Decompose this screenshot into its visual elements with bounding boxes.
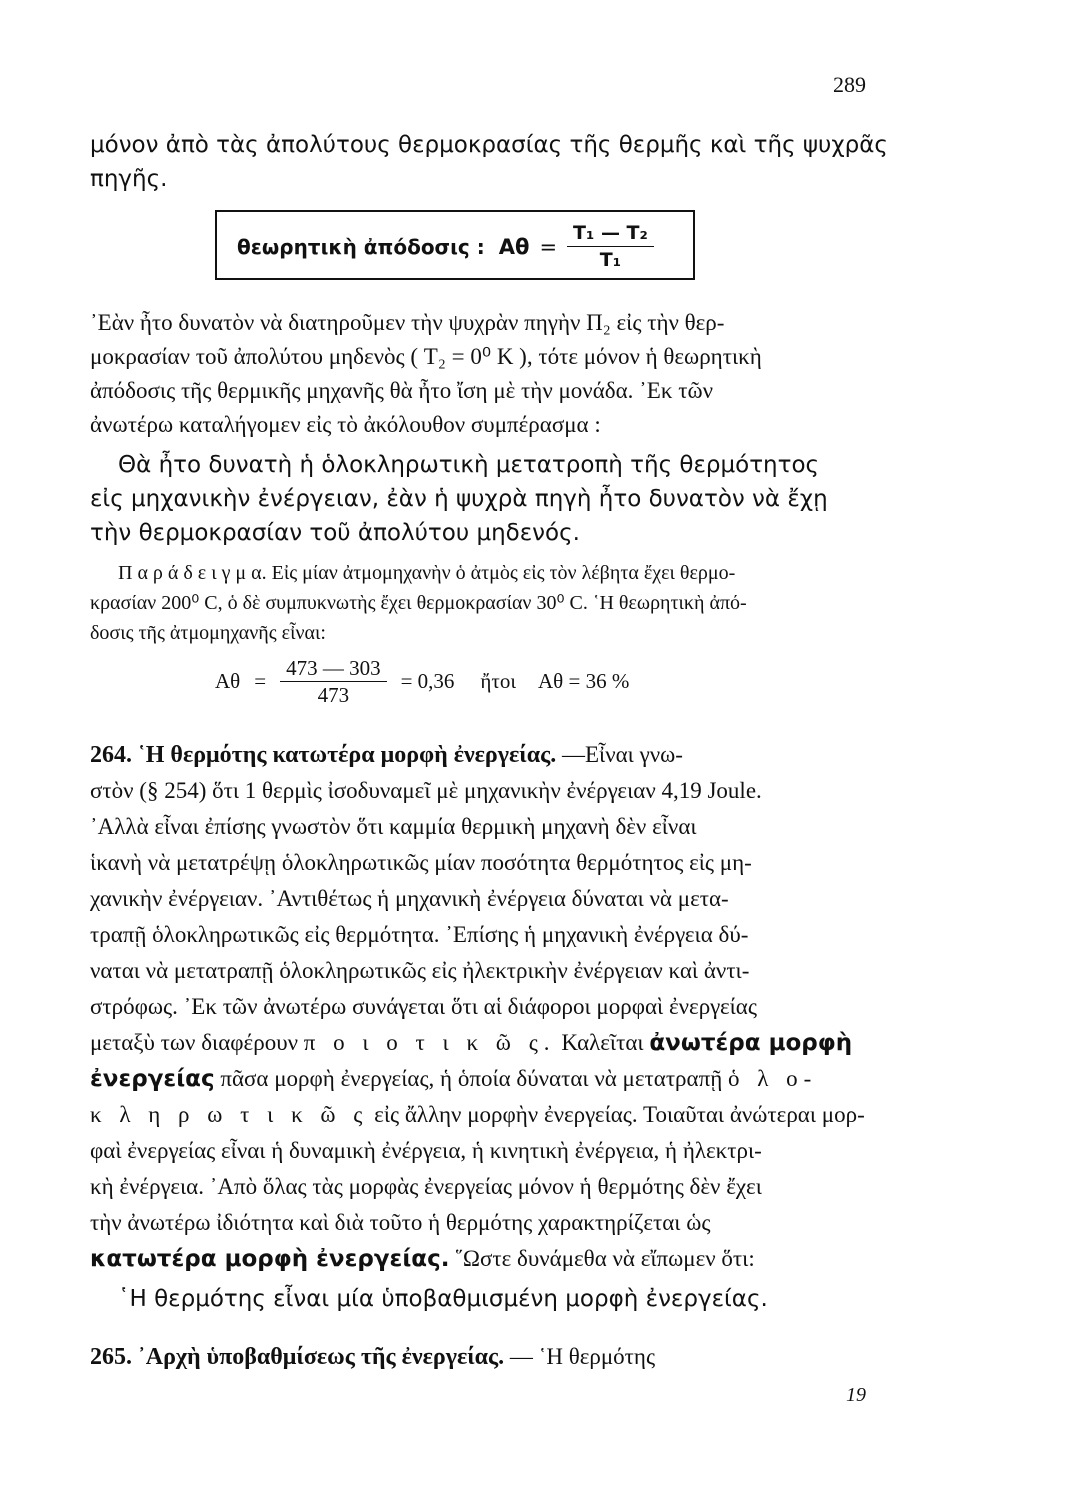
formula-lhs: Αθ [498,234,530,259]
section-title: ῾Η θερμότης κατωτέρα μορφὴ ἐνεργείας. [137,742,557,768]
section-title: ᾿Αρχὴ ὑποβαθμίσεως τῆς ἐνεργείας. [137,1344,505,1370]
text-line [90,1098,865,1132]
text-segment: ῞Ωστε δυνάμεθα νὰ εἴπωμεν ὅτι: [455,1246,755,1271]
formula-fraction [567,220,654,273]
statement-line: ῾Η θερμότης εἶναι μία ὑποβαθμισμένη μορφὴ ἐνεργείας. [118,1286,768,1312]
bold-term: ἀνωτέρα μορφὴ [649,1030,853,1056]
text-line [90,1062,817,1096]
conclusion-line: εἰς μηχανικὴν ἐνέργειαν, ἐὰν ἡ ψυχρὰ πηγὴ ἦτο δυνατὸν νὰ ἔχῃ [90,486,828,512]
text-line: μόνον ἀπὸ τὰς ἀπολύτους θερμοκρασίας τῆς θερμῆς καὶ τῆς ψυχρᾶς [90,132,888,158]
section-265-heading-line [90,1340,655,1374]
formula-box [215,210,695,280]
text-line: πηγῆς. [90,166,168,192]
text-line: ἀνωτέρω καταλήγομεν εἰς τὸ ἀκόλουθον συμπέρασμα : [90,412,601,437]
section-264-heading-line [90,738,683,772]
example-lead: Π α ρ ά δ ε ι γ μ α. [118,562,267,584]
formula-eq: = [539,234,558,259]
text-line: ᾿Εὰν ἦτο δυνατὸν νὰ διατηροῦμεν τὴν ψυχρὰν πηγὴν Π₂ εἰς τὴν θερ- [90,310,725,335]
text-line: τὴν ἀνωτέρω ἰδιότητα καὶ διὰ τοῦτο ἡ θερμότης χαρακτηρίζεται ὡς [90,1210,711,1235]
bold-term: ἐνεργείας [90,1066,215,1092]
text-line: κὴ ἐνέργεια. ᾿Απὸ ὅλας τὰς μορφὰς ἐνεργείας μόνον ἡ θερμότης δὲν ἔχει [90,1174,762,1199]
text-line: ναται νὰ μετατραπῇ ὁλοκληρωτικῶς εἰς ἠλεκτρικὴν ἐνέργειαν καὶ ἀντι- [90,958,750,983]
formula-label: θεωρητικὴ ἀπόδοσις : [237,234,485,259]
text-segment: — ῾Η θερμότης [509,1344,656,1369]
formula-numerator: T₁ — T₂ [567,220,654,247]
text-line: ἱκανὴ νὰ μετατρέψῃ ὁλοκληρωτικῶς μίαν ποσότητα θερμότητος εἰς μη- [90,850,752,875]
section-number: 264. [90,742,132,768]
calc-numerator: 473 — 303 [280,655,387,682]
conclusion-line: τὴν θερμοκρασίαν τοῦ ἀπολύτου μηδενός. [90,520,580,546]
text-line: μοκρασίαν τοῦ ἀπολύτου μηδενὸς ( T₂ = 0⁰ K ), τότε μόνον ἡ θεωρητικὴ [90,344,762,369]
text-segment: εἰς ἄλλην μορφὴν ἐνεργείας. Τοιαῦται ἀνώτεραι μορ- [374,1102,865,1127]
formula-denominator: T₁ [599,249,622,271]
example-calculation [215,655,629,708]
calc-final: Αθ = 36 % [538,669,630,693]
page-number: 289 [833,72,866,97]
text-segment: μεταξὺ των διαφέρουν [90,1030,298,1055]
calc-eq: = [254,669,267,693]
text-line: τραπῇ ὁλοκληρωτικῶς εἰς θερμότητα. ᾿Επίσης ἡ μηχανικὴ ἐνέργεια δύ- [90,922,749,947]
calc-fraction [280,655,387,708]
text-segment: π ο ι ο τ ι κ ῶ ς. [303,1030,556,1055]
text-segment: ὁ λ ο- [727,1066,818,1091]
calc-hetoi: ἤτοι [480,669,516,693]
text-line: στρόφως. ᾿Εκ τῶν ἀνωτέρω συνάγεται ὅτι αἱ διάφοροι μορφαὶ ἐνεργείας [90,994,757,1019]
signature-mark: 19 [846,1384,866,1406]
calc-result: = 0,36 [400,669,455,693]
example-line: κρασίαν 200⁰ C, ὁ δὲ συμπυκνωτὴς ἔχει θερμοκρασίαν 30⁰ C. ῾Η θεωρητικὴ ἀπό- [90,592,747,614]
text-segment: —Εἶναι γνω- [561,742,683,767]
text-segment: κ λ η ρ ω τ ι κ ῶ ς [90,1102,369,1127]
example-line [118,558,735,588]
conclusion-line: Θὰ ἦτο δυνατὴ ἡ ὁλοκληρωτικὴ μετατροπὴ τῆς θερμότητος [118,452,820,478]
text-line: στὸν (§ 254) ὅτι 1 θερμὶς ἰσοδυναμεῖ μὲ μηχανικὴν ἐνέργειαν 4,19 Joule. [90,778,762,803]
calc-denominator: 473 [317,683,350,707]
text-line: ᾿Αλλὰ εἶναι ἐπίσης γνωστὸν ὅτι καμμία θερμικὴ μηχανὴ δὲν εἶναι [90,814,697,839]
text-line [90,1026,852,1060]
example-text: Εἰς μίαν ἀτμομηχανὴν ὁ ἀτμὸς εἰς τὸν λέβητα ἔχει θερμο- [271,562,736,584]
section-number: 265. [90,1344,132,1370]
example-line: δοσις τῆς ἀτμομηχανῆς εἶναι: [90,622,326,644]
text-segment: Καλεῖται [561,1030,644,1055]
text-line: χανικὴν ἐνέργειαν. ᾿Αντιθέτως ἡ μηχανικὴ ἐνέργεια δύναται νὰ μετα- [90,886,729,911]
calc-lhs: Αθ [215,669,241,693]
text-line [90,1242,755,1276]
text-line: ἀπόδοσις τῆς θερμικῆς μηχανῆς θὰ ἦτο ἴση μὲ τὴν μονάδα. ᾿Εκ τῶν [90,378,713,403]
text-segment: πᾶσα μορφὴ ἐνεργείας, ἡ ὁποία δύναται νὰ μετατραπῇ [220,1066,723,1091]
text-line: φαὶ ἐνεργείας εἶναι ἡ δυναμικὴ ἐνέργεια, ἡ κινητικὴ ἐνέργεια, ἡ ἠλεκτρι- [90,1138,762,1163]
bold-term: κατωτέρα μορφὴ ἐνεργείας. [90,1246,450,1272]
